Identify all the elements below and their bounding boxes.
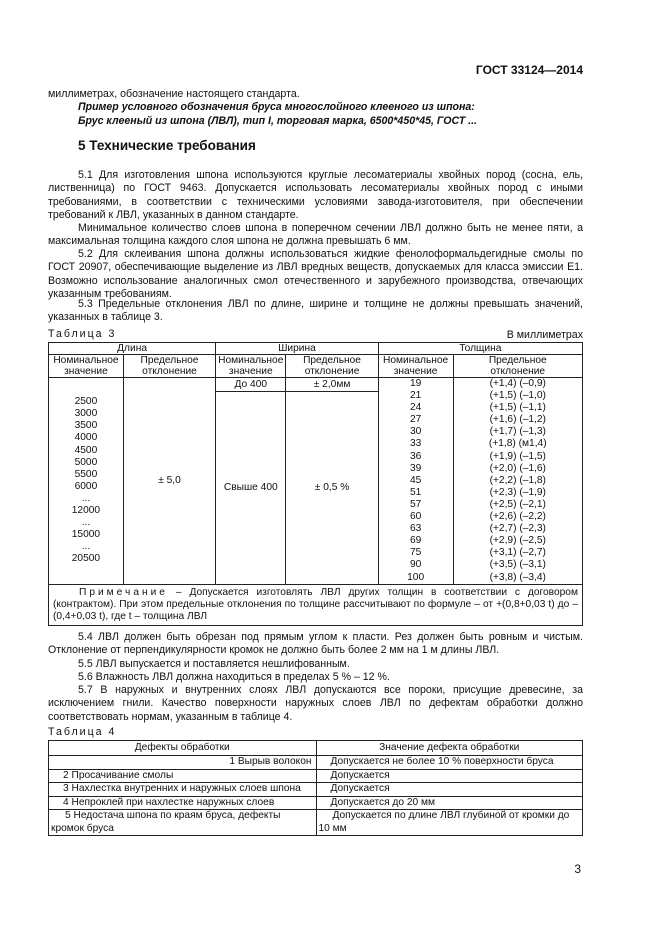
defect-value-cell: Допускается по длине ЛВЛ глубиной от кромки до 10 мм — [316, 810, 583, 836]
sub-header-length-deviation: Предельное отклонение — [123, 355, 215, 378]
defect-value-cell: Допускается до 20 мм — [316, 796, 583, 810]
thickness-deviation-values: (+1,4) (–0,9) (+1,5) (–1,0) (+1,5) (–1,1) (+1,6) (–1,2) (+1,7) (–1,3) (+1,8) (м1,4) (+1,9) (–1,5) (+2,0) (–1,6) (+2,2) (–1,8) (+2,3) (–1,9) (+2,5) (–2,1) (+2,6) (–2,2) (+2,7) (–2,3) (+2,9) (–2,5) (+3,1) (–2,7) (+3,5) (–3,1) (+3,8) (–3,4) — [453, 378, 582, 585]
width-nominal-up-to-400: До 400 — [216, 378, 286, 392]
table-row — [49, 810, 583, 836]
defect-value-cell: Допускается не более 10 % поверхности бруса — [316, 756, 583, 770]
column-header-defect-value: Значение дефекта обработки — [316, 741, 583, 756]
table-3-group-header-row — [49, 343, 583, 355]
table-3-note — [49, 584, 583, 625]
paragraph-5-6: 5.6 Влажность ЛВЛ должна находиться в пределах 5 % – 12 %. — [78, 671, 390, 683]
intro-line: миллиметрах, обозначение настоящего стандарта. — [48, 88, 300, 100]
paragraph-5-7: 5.7 В наружных и внутренних слоях ЛВЛ допускаются все пороки, присущие древесине, за исключением гнили. Качество поверхности наружных слоев ЛВЛ по дефектам обработки должно соответствовать нормам, указанным в таблице 4. — [48, 684, 583, 723]
table-4 — [48, 740, 583, 836]
paragraph-5-5: 5.5 ЛВЛ выпускается и поставляется нешлифованным. — [78, 658, 350, 670]
column-header-width: Ширина — [216, 343, 379, 355]
section-title: 5 Технические требования — [78, 138, 256, 153]
defect-value-cell: Допускается — [316, 769, 583, 783]
thickness-nominal-values: 19 21 24 27 30 33 36 39 45 51 57 60 63 69 75 90 100 — [378, 378, 453, 585]
paragraph-5-1-layers: Минимальное количество слоев шпона в поперечном сечении ЛВЛ должно быть не менее пяти, а максимальная толщина каждого слоя шпона не должна превышать 6 мм. — [48, 222, 583, 248]
sub-header-thickness-nominal: Номинальное значение — [378, 355, 453, 378]
sub-header-width-deviation: Предельное отклонение — [286, 355, 378, 378]
table-3-caption: Таблица 3 — [48, 328, 117, 340]
defect-cell: 1 Вырыв волокон — [49, 756, 317, 770]
defect-cell: 4 Непроклей при нахлестке наружных слоев — [49, 796, 317, 810]
table-row — [49, 796, 583, 810]
table-row — [49, 756, 583, 770]
table-row — [49, 783, 583, 797]
table-3-note-row — [49, 584, 583, 625]
defect-value-cell: Допускается — [316, 783, 583, 797]
width-deviation-up-to-400: ± 2,0мм — [286, 378, 378, 392]
note-label: Примечание — [79, 586, 168, 598]
paragraph-5-3: 5.3 Предельные отклонения ЛВЛ по длине, ширине и толщине не должны превышать значений, указанных в таблице 3. — [48, 298, 583, 324]
column-header-thickness: Толщина — [378, 343, 582, 355]
note-text: – Допускается изготовлять ЛВЛ других толщин в соответствии с договором (контрактом). При этом предельные отклонения по толщине рассчитывают по формуле – от +(0,8+0,03 t) до –(0,4+0,03 t), где t – толщина ЛВЛ — [53, 586, 578, 622]
table-3-data-row — [49, 378, 583, 392]
sub-header-thickness-deviation: Предельное отклонение — [453, 355, 582, 378]
length-nominal-values: 2500 3000 3500 4000 4500 5000 5500 6000 ... 12000 ... 15000 ... 20500 — [49, 378, 124, 585]
sub-header-width-nominal: Номинальное значение — [216, 355, 286, 378]
paragraph-5-4: 5.4 ЛВЛ должен быть обрезан под прямым углом к пласти. Рез должен быть ровным и чистым. Отклонение от перпендикулярности кромок не должно быть более 2 мм на 1 м длины ЛВЛ. — [48, 631, 583, 657]
length-deviation-value: ± 5,0 — [123, 378, 215, 585]
table-4-header-row — [49, 741, 583, 756]
example-line-2: Брус клееный из шпона (ЛВЛ), тип I, торговая марка, 6500*450*45, ГОСТ ... — [78, 115, 477, 127]
table-row — [49, 769, 583, 783]
table-3-unit: В миллиметрах — [506, 329, 583, 341]
document-code-header: ГОСТ 33124—2014 — [475, 63, 583, 77]
sub-header-length-nominal: Номинальное значение — [49, 355, 124, 378]
paragraph-5-2: 5.2 Для склеивания шпона должны использоваться жидкие фенолоформальдегидные смолы по ГОСТ 20907, обеспечивающие выделение из ЛВЛ вредных веществ, допускаемых для класса эмиссии Е1. Возможно использование аналогичных смол отечественного и зарубежного производства, отвечающих указанным требованиям. — [48, 248, 583, 301]
paragraph-5-1: 5.1 Для изготовления шпона используются круглые лесоматериалы хвойных пород (сосна, ель, лиственница) по ГОСТ 9463. Допускается использовать лесоматериалы хвойных пород с иными требованиями, в соответствии с техническими условиями завода-изготовителя, при обеспечении требований к ЛВЛ, указанных в данном стандарте. — [48, 169, 583, 222]
table-4-caption: Таблица 4 — [48, 726, 117, 738]
example-line-1: Пример условного обозначения бруса многослойного клееного из шпона: — [78, 101, 475, 113]
column-header-defects: Дефекты обработки — [49, 741, 317, 756]
table-3-sub-header-row — [49, 355, 583, 378]
table-3 — [48, 342, 583, 626]
width-deviation-over-400: ± 0,5 % — [286, 392, 378, 585]
defect-cell: 3 Нахлестка внутренних и наружных слоев шпона — [49, 783, 317, 797]
width-nominal-over-400: Свыше 400 — [216, 392, 286, 585]
page-number: 3 — [574, 862, 581, 876]
column-header-length: Длина — [49, 343, 216, 355]
defect-cell: 5 Недостача шпона по краям бруса, дефекты кромок бруса — [49, 810, 317, 836]
defect-cell: 2 Просачивание смолы — [49, 769, 317, 783]
